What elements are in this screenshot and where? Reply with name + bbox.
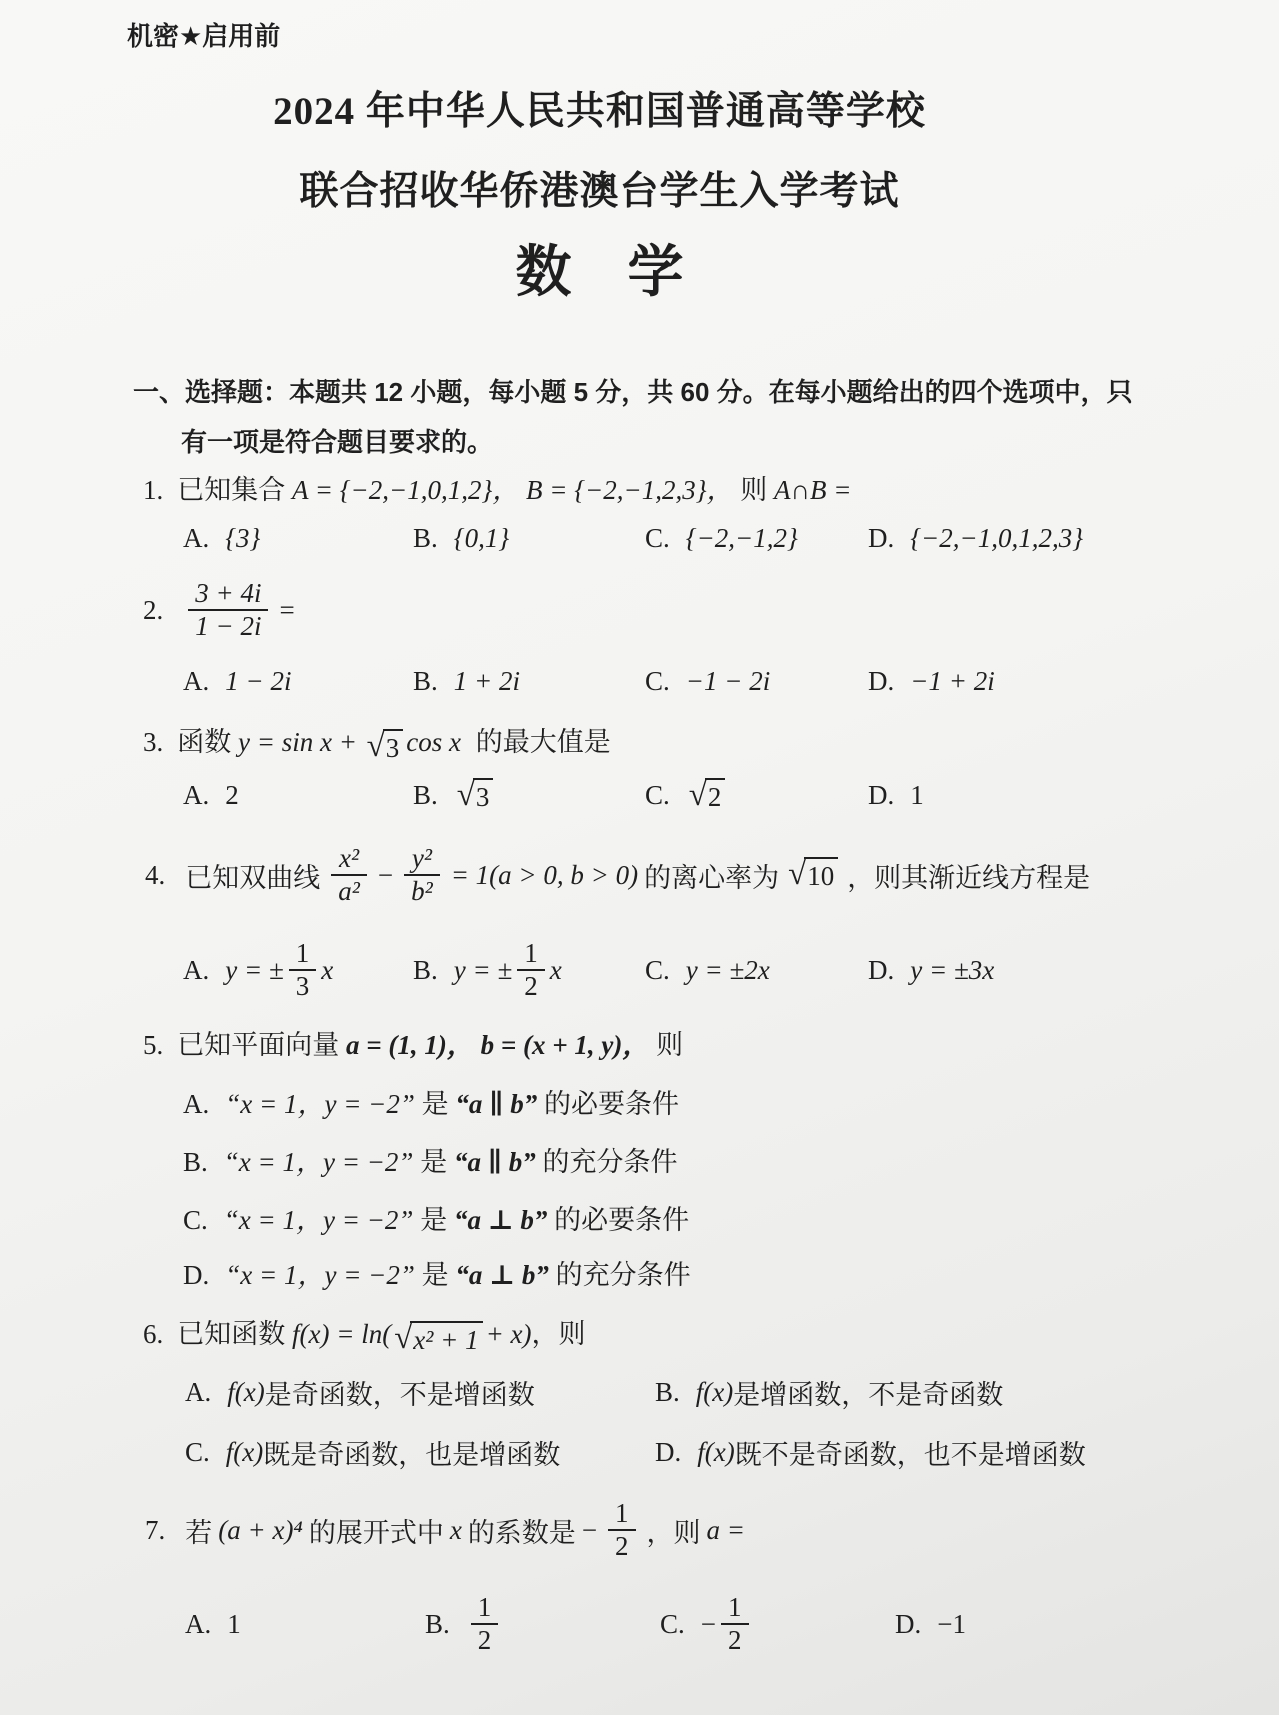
one-half-fraction (517, 938, 545, 1002)
variable-x: x (449, 1514, 462, 1545)
vector-a-expression: a = (1, 1)， (346, 1030, 481, 1060)
question-4-options (183, 938, 1249, 1002)
option-a-value: {3} (225, 523, 261, 553)
question-6-options-row1 (185, 1373, 1249, 1412)
negative-half-fraction (608, 1498, 636, 1562)
question-1-option-b (413, 523, 645, 554)
option-b-label: B. (655, 1377, 680, 1407)
option-a-label: A. (183, 1089, 210, 1119)
question-4-number: 4. (145, 859, 166, 890)
is-text: 是 (414, 1260, 456, 1290)
coefficient-text: 的系数是 (467, 1517, 576, 1548)
option-c-label: C. (183, 1205, 208, 1235)
vector-relation: “a ⊥ b” (453, 1205, 548, 1235)
question-3-option-c (645, 778, 868, 813)
question-7-text: 若 (185, 1517, 213, 1548)
eccentricity-text: 的离心率为 (644, 862, 780, 893)
is-text: 是 (413, 1205, 454, 1235)
is-text: 是 (414, 1089, 456, 1119)
section-instructions-line2: 有一项是符合题目要求的。 (181, 427, 494, 457)
option-a-text: 是奇函数，不是增函数 (264, 1380, 535, 1410)
sqrt-x2-plus-1 (394, 1321, 482, 1356)
radical-sign: √ (788, 856, 807, 893)
function-notation: f(x) (697, 1437, 735, 1467)
condition-values: “x = 1，y = −2” (223, 1205, 414, 1235)
option-d-label: D. (895, 1608, 922, 1639)
option-a-value: 2 (225, 780, 239, 811)
hyperbola-condition: = 1(a > 0, b > 0) (450, 859, 639, 890)
question-3-text: 函数 (177, 727, 238, 757)
question-7-number: 7. (145, 1514, 166, 1545)
option-d-value: y = ±3x (910, 954, 995, 985)
option-c-label: C. (645, 666, 670, 696)
intersection-expression: A∩B = (774, 475, 852, 505)
question-7-options (185, 1592, 1249, 1656)
option-a-label: A. (183, 780, 210, 811)
question-4-option-a (183, 938, 413, 1002)
complex-fraction (188, 578, 268, 642)
option-d-label: D. (868, 666, 895, 696)
condition-type: 的必要条件 (547, 1205, 690, 1235)
option-c-value: y = ±2x (685, 954, 770, 985)
option-d-value: −1 + 2i (910, 666, 995, 696)
question-5-option-a (183, 1082, 679, 1121)
condition-type: 的必要条件 (537, 1089, 679, 1119)
hyperbola-fraction-1 (331, 843, 367, 907)
a-equals: a = (706, 1514, 746, 1545)
question-2-number: 2. (143, 594, 164, 625)
option-b-label: B. (413, 666, 438, 696)
question-1-option-d (868, 523, 1249, 554)
option-b-label: B. (183, 1147, 208, 1177)
minus-sign: − (377, 859, 394, 890)
is-text: 是 (413, 1147, 454, 1177)
option-b-value: {0,1} (453, 523, 510, 553)
one-third-fraction (289, 938, 317, 1002)
question-4-stem (145, 843, 1090, 907)
question-7-option-d (895, 1592, 1249, 1656)
radical-sign: √ (688, 777, 707, 813)
option-b-label: B. (425, 1608, 450, 1639)
radicand: 3 (473, 778, 494, 813)
equals-sign: = (279, 594, 295, 625)
question-6-then: ，则 (531, 1319, 586, 1349)
question-5-option-d (183, 1253, 691, 1292)
radical-sign: √ (366, 728, 385, 764)
condition-type: 的充分条件 (535, 1147, 678, 1177)
fraction-denominator: 2 (608, 1529, 636, 1562)
question-6-stem (143, 1312, 586, 1356)
radicand: 3 (383, 729, 404, 764)
fraction-denominator: 3 (289, 969, 317, 1002)
question-2-option-c (645, 666, 868, 697)
fraction-numerator: 1 (728, 1592, 742, 1622)
option-c-label: C. (645, 523, 670, 553)
binomial-expression: (a + x)⁴ (218, 1514, 303, 1545)
question-4-option-d (868, 938, 1249, 1002)
question-5-number: 5. (143, 1030, 164, 1060)
option-c-label: C. (645, 954, 670, 985)
option-d-label: D. (868, 780, 895, 811)
question-1-options (183, 523, 1249, 554)
radical-sign: √ (456, 777, 475, 813)
option-d-label: D. (655, 1437, 682, 1467)
question-3-option-a (183, 778, 413, 813)
vector-b-expression: b = (x + 1, y)， (480, 1030, 657, 1060)
option-a-label: A. (185, 1377, 212, 1407)
question-6-option-b (655, 1373, 1249, 1412)
question-1-option-c (645, 523, 868, 554)
option-a-label: A. (183, 954, 210, 985)
option-c-label: C. (185, 1437, 210, 1467)
question-7-stem (145, 1498, 745, 1562)
set-a-expression: A = {−2,−1,0,1,2}， (292, 475, 527, 505)
expansion-text: 的展开式中 (308, 1517, 444, 1548)
question-3-tail: 的最大值是 (468, 727, 611, 757)
radicand: x² + 1 (410, 1321, 482, 1356)
function-tail: + x) (485, 1319, 532, 1349)
minus-sign: − (700, 1608, 716, 1639)
question-1-option-a (183, 523, 413, 554)
option-c-value: {−2,−1,2} (685, 523, 798, 553)
sqrt-3-option (457, 778, 494, 813)
question-5-then: 则 (656, 1030, 684, 1060)
option-b-suffix: x (549, 954, 562, 985)
fraction-denominator: b² (404, 874, 440, 907)
option-a-label: A. (183, 666, 210, 696)
vector-relation: “a ∥ b” (455, 1089, 538, 1119)
option-b-text: 是增函数，不是奇函数 (733, 1380, 1004, 1410)
question-3-stem (143, 720, 611, 764)
sqrt-10 (788, 857, 838, 892)
question-7-option-a (185, 1592, 425, 1656)
question-2-stem (143, 578, 295, 642)
vector-relation: “a ⊥ b” (455, 1260, 549, 1290)
set-b-expression: B = {−2,−1,2,3}， (526, 475, 741, 505)
option-c-text: 既是奇函数，也是增函数 (263, 1440, 561, 1470)
fraction-denominator: 2 (471, 1623, 499, 1656)
question-1-then: 则 (740, 475, 775, 505)
subject-title: 数 学 (515, 242, 684, 304)
question-2-option-b (413, 666, 645, 697)
question-1-stem (143, 468, 851, 507)
option-d-value: −1 (937, 1608, 966, 1639)
fraction-numerator: 1 (524, 938, 538, 968)
question-3-option-d (868, 778, 1249, 813)
question-4-tail: ，则其渐近线方程是 (847, 862, 1091, 893)
fraction-numerator: 1 (477, 1592, 492, 1622)
option-d-label: D. (183, 1260, 210, 1290)
question-4-option-b (413, 938, 645, 1002)
question-5-text: 已知平面向量 (177, 1030, 346, 1060)
condition-values: “x = 1，y = −2” (223, 1147, 414, 1177)
option-d-label: D. (868, 954, 895, 985)
condition-type: 的充分条件 (548, 1260, 691, 1290)
question-7-option-c (660, 1592, 895, 1656)
question-3-number: 3. (143, 727, 164, 757)
option-b-prefix: y = ± (453, 954, 513, 985)
hyperbola-fraction-2 (404, 843, 440, 907)
question-6-text: 已知函数 (177, 1319, 292, 1349)
option-b-label: B. (413, 523, 438, 553)
question-4-text: 已知双曲线 (185, 862, 321, 893)
cos-term: cos x (406, 727, 461, 757)
exam-title-line2: 联合招收华侨港澳台学生入学考试 (299, 170, 900, 213)
radicand: 10 (804, 857, 838, 892)
function-definition: f(x) = ln( (292, 1319, 392, 1349)
question-2-options (183, 666, 1249, 697)
question-6-option-d (655, 1433, 1249, 1472)
radicand: 2 (705, 778, 726, 813)
option-a-value: 1 (227, 1608, 241, 1639)
function-expression: y = sin x + (238, 727, 364, 757)
option-d-label: D. (868, 523, 895, 553)
fraction-numerator: y² (411, 843, 432, 873)
question-2-option-d (868, 666, 1249, 697)
function-notation: f(x) (695, 1377, 734, 1407)
question-5-stem (143, 1023, 683, 1062)
condition-values: “x = 1，y = −2” (225, 1260, 415, 1290)
option-a-prefix: y = ± (225, 954, 284, 985)
question-5-option-c (183, 1198, 689, 1237)
confidential-marking: 机密★启用前 (127, 21, 281, 51)
option-d-text: 既不是奇函数，也不是增函数 (734, 1440, 1086, 1470)
function-notation: f(x) (225, 1437, 264, 1467)
function-notation: f(x) (227, 1377, 265, 1407)
sqrt-3 (367, 729, 404, 764)
fraction-denominator: 1 − 2i (188, 609, 268, 642)
question-6-options-row2 (185, 1433, 1249, 1472)
radical-sign: √ (394, 1320, 413, 1356)
option-a-suffix: x (321, 954, 334, 985)
question-7-option-b (425, 1592, 660, 1656)
option-a-label: A. (185, 1608, 212, 1639)
option-b-value: 1 + 2i (453, 666, 520, 696)
option-c-label: C. (660, 1608, 685, 1639)
question-3-option-b (413, 778, 645, 813)
sqrt-2-option (689, 778, 726, 813)
question-6-option-c (185, 1433, 655, 1472)
option-c-value: −1 − 2i (685, 666, 771, 696)
option-a-value: 1 − 2i (225, 666, 292, 696)
question-3-options (183, 778, 1249, 813)
question-7-then: ，则 (646, 1517, 701, 1548)
option-b-label: B. (413, 780, 438, 811)
question-1-text: 已知集合 (177, 475, 292, 505)
fraction-numerator: 1 (295, 938, 310, 968)
question-6-number: 6. (143, 1319, 164, 1349)
fraction-denominator: a² (331, 874, 367, 907)
condition-values: “x = 1，y = −2” (225, 1089, 415, 1119)
option-a-label: A. (183, 523, 210, 553)
question-5-option-b (183, 1140, 677, 1179)
fraction-denominator: 2 (721, 1623, 749, 1656)
negative-half-fraction (721, 1592, 749, 1656)
fraction-denominator: 2 (517, 969, 545, 1002)
one-half-fraction (471, 1592, 499, 1656)
minus-sign: − (581, 1514, 598, 1545)
vector-relation: “a ∥ b” (453, 1147, 536, 1177)
section-instructions-line1: 一、选择题：本题共 12 小题，每小题 5 分，共 60 分。在每小题给出的四个选项中，只 (133, 377, 1133, 407)
question-2-option-a (183, 666, 413, 697)
fraction-numerator: 3 + 4i (195, 578, 262, 608)
option-c-label: C. (645, 780, 670, 811)
question-6-option-a (185, 1373, 655, 1412)
fraction-numerator: 1 (615, 1498, 629, 1528)
option-d-value: {−2,−1,0,1,2,3} (910, 523, 1084, 553)
question-4-option-c (645, 938, 868, 1002)
option-b-label: B. (413, 954, 438, 985)
option-d-value: 1 (910, 780, 924, 811)
exam-title-line1: 2024 年中华人民共和国普通高等学校 (273, 90, 926, 133)
question-1-number: 1. (143, 475, 164, 505)
fraction-numerator: x² (339, 843, 360, 873)
